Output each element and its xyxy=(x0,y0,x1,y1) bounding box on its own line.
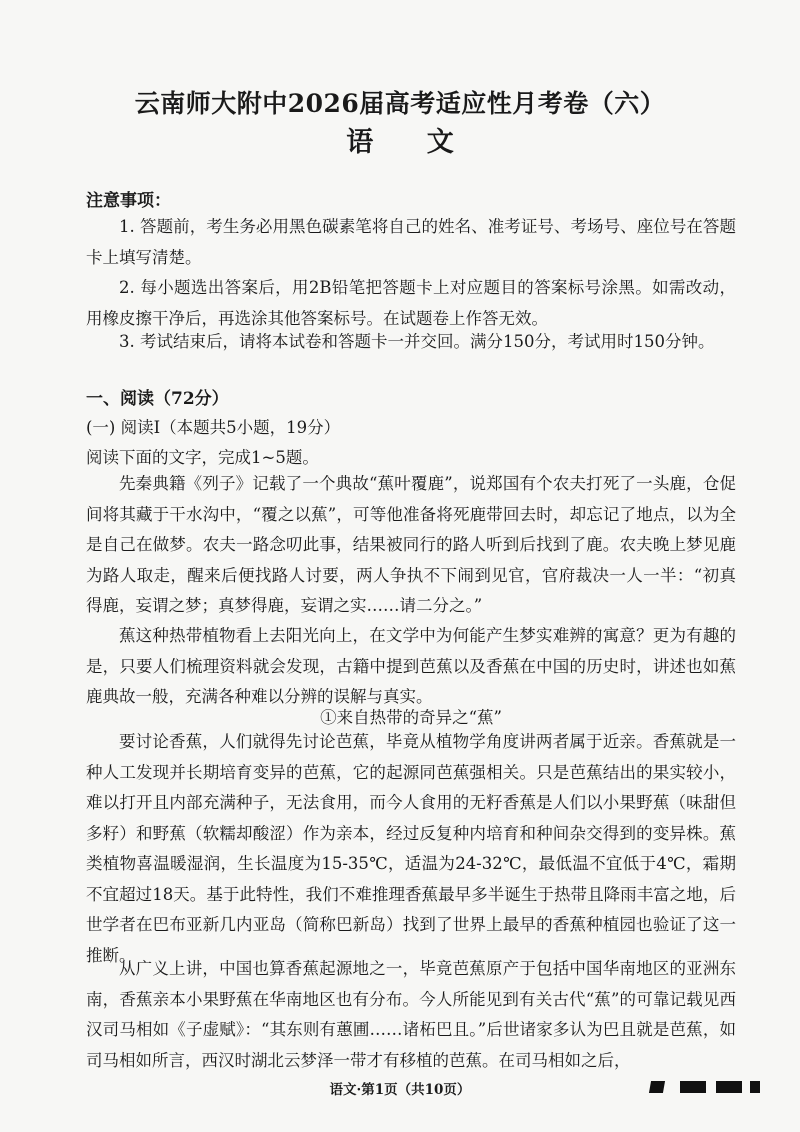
notice-item-1: 1. 答题前，考生务必用黑色碳素笔将自己的姓名、准考证号、考场号、座位号在答题卡上填写清楚。 xyxy=(86,217,736,267)
article-paragraph-2: 蕉这种热带植物看上去阳光向上，在文学中为何能产生梦实难辨的寓意？更为有趣的是，只要人们梳理资料就会发现，古籍中提到芭蕉以及香蕉在中国的历史时，讲述也如蕉鹿典故一般，充满各种难以分辨的误解与真实。 xyxy=(86,626,736,706)
article-paragraph-4: 从广义上讲，中国也算香蕉起源地之一，毕竟芭蕉原产于包括中国华南地区的亚洲东南，香蕉亲本小果野蕉在华南地区也有分布。今人所能见到有关古代“蕉”的可靠记载见西汉司马相如《子虚赋》：“其东则有蕙圃……诸柘巴且。”后世诸家多认为巴且就是芭蕉，如司马相如所言，西汉时湖北云梦泽一带才有移植的芭蕉。在司马相如之后， xyxy=(86,959,736,1070)
subject-title: 语 文 xyxy=(346,127,476,158)
article-subtitle: ①来自热带的奇异之“蕉” xyxy=(320,708,502,727)
article-paragraph-1: 先秦典籍《列子》记载了一个典故“蕉叶覆鹿”，说郑国有个农夫打死了一头鹿，仓促间将其藏于干水沟中，“覆之以蕉”，可等他准备将死鹿带回去时，却忘记了地点，以为全是自己在做梦。农夫一路念叨此事，结果被同行的路人听到后找到了鹿。农夫晚上梦见鹿为路人取走，醒来后便找路人讨要，两人争执不下闹到见官，官府裁决一人一半：“初真得鹿，妄谓之梦；真梦得鹿，妄谓之实……请二分之。” xyxy=(86,474,736,615)
scan-mark xyxy=(680,1081,706,1093)
section-heading: 一、阅读（72分） xyxy=(86,389,229,409)
notice-item-3: 3. 考试结束后，请将本试卷和答题卡一并交回。满分150分，考试用时150分钟。 xyxy=(119,332,715,351)
notice-item-2: 2. 每小题选出答案后，用2B铅笔把答题卡上对应题目的答案标号涂黑。如需改动，用橡皮擦干净后，再选涂其他答案标号。在试题卷上作答无效。 xyxy=(86,278,736,328)
exam-title: 云南师大附中2026届高考适应性月考卷（六） xyxy=(134,89,666,118)
section-subheading: (一) 阅读Ⅰ（本题共5小题，19分） xyxy=(86,418,341,437)
scan-mark xyxy=(750,1081,760,1093)
scan-mark xyxy=(716,1081,742,1093)
page-footer: 语文·第1页（共10页） xyxy=(329,1082,471,1098)
section-instruction: 阅读下面的文字，完成1~5题。 xyxy=(86,448,319,467)
scan-mark xyxy=(649,1081,665,1093)
article-paragraph-3: 要讨论香蕉，人们就得先讨论芭蕉，毕竟从植物学角度讲两者属于近亲。香蕉就是一种人工发现并长期培育变异的芭蕉，它的起源同芭蕉强相关。只是芭蕉结出的果实较小，难以打开且内部充满种子，无法食用，而今人食用的无籽香蕉是人们以小果野蕉（味甜但多籽）和野蕉（软糯却酸涩）作为亲本，经过反复种内培育和种间杂交得到的变异株。蕉类植物喜温暖湿润，生长温度为15-35℃，适温为24-32℃，最低温不宜低于4℃，霜期不宜超过18天。基于此特性，我们不难推理香蕉最早多半诞生于热带且降雨丰富之地，后世学者在巴布亚新几内亚岛（简称巴新岛）找到了世界上最早的香蕉种植园也验证了这一推断。 xyxy=(86,732,736,965)
notice-heading: 注意事项： xyxy=(86,191,171,211)
